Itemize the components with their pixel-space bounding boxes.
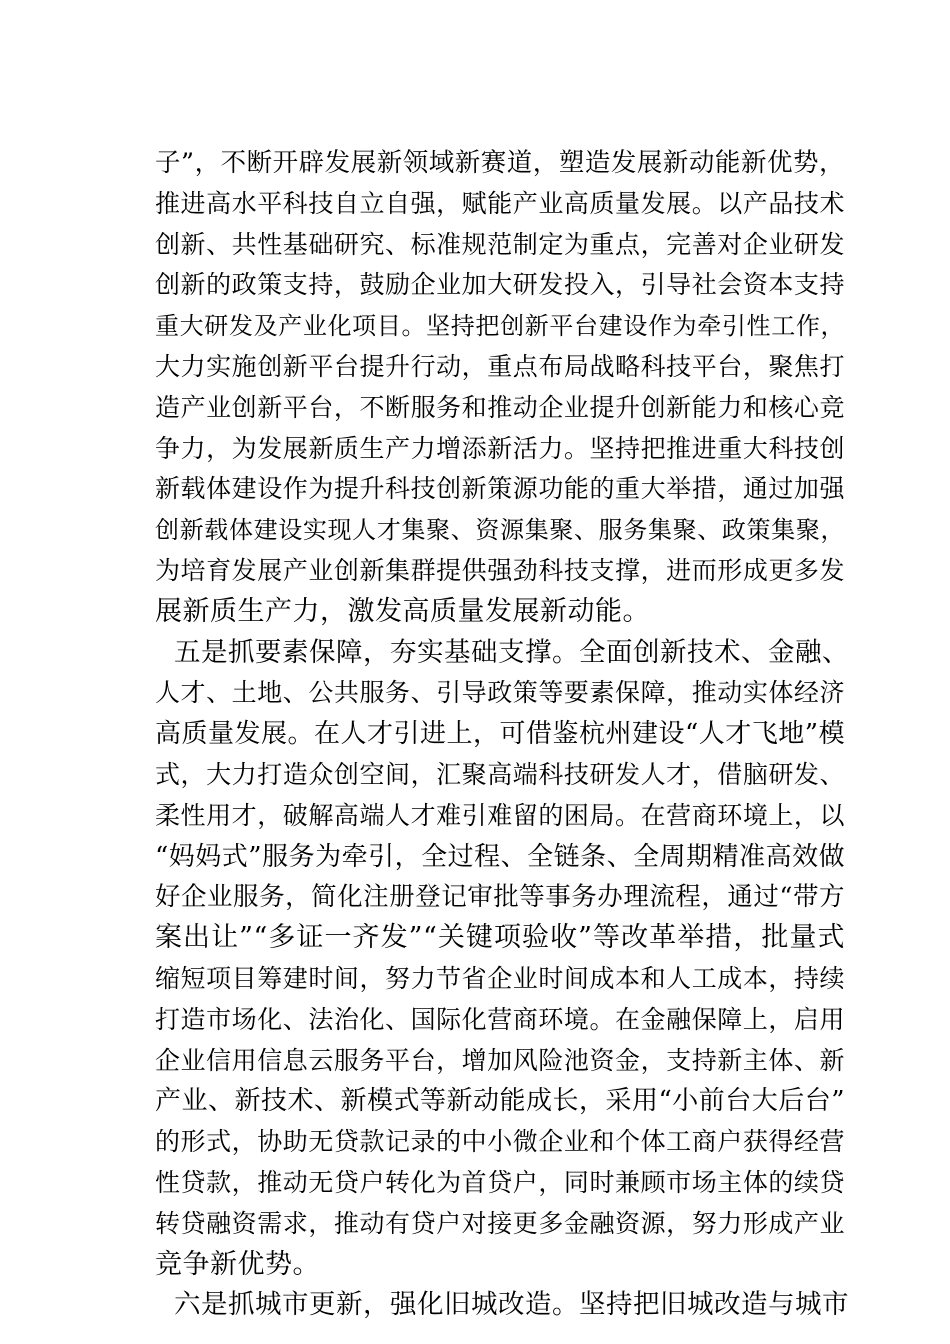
text-line: 转贷融资需求，推动有贷户对接更多金融资源，努力形成产业 (155, 1208, 845, 1238)
text-line: 争力，为发展新质生产力增添新活力。坚持把推进重大科技创 (155, 433, 845, 463)
text-line: 案出让”“多证一齐发”“关键项验收”等改革举措，批量式 (155, 922, 845, 954)
text-line: 人才、土地、公共服务、引导政策等要素保障，推动实体经济 (155, 678, 845, 708)
text-line: 重大研发及产业化项目。坚持把创新平台建设作为牵引性工作， (155, 312, 845, 341)
text-line: 的形式，协助无贷款记录的中小微企业和个体工商户获得经营 (155, 1127, 845, 1157)
text-line: 子”，不断开辟发展新领域新赛道，塑造发展新动能新优势， (155, 148, 845, 178)
paragraph-first-line: 五是抓要素保障，夯实基础支撑。全面创新技术、金融、 (174, 636, 849, 668)
text-line: 造产业创新平台，不断服务和推动企业提升创新能力和核心竞 (155, 392, 845, 422)
text-line: 产业、新技术、新模式等新动能成长，采用“小前台大后台” (155, 1086, 846, 1117)
text-line: 新载体建设作为提升科技创新策源功能的重大举措，通过加强 (155, 474, 845, 504)
text-line: 创新的政策支持，鼓励企业加大研发投入，引导社会资本支持 (155, 270, 845, 300)
text-line: 展新质生产力，激发高质量发展新动能。 (155, 595, 650, 627)
text-line: 竞争新优势。 (155, 1248, 320, 1280)
text-line: 大力实施创新平台提升行动，重点布局战略科技平台，聚焦打 (155, 351, 845, 381)
text-line: 缩短项目筹建时间，努力节省企业时间成本和人工成本，持续 (155, 963, 845, 993)
text-line: 性贷款，推动无贷户转化为首贷户，同时兼顾市场主体的续贷 (155, 1167, 845, 1197)
text-line: 式，大力打造众创空间，汇聚高端科技研发人才，借脑研发、 (155, 759, 845, 789)
text-line: 创新载体建设实现人才集聚、资源集聚、服务集聚、政策集聚， (155, 516, 845, 545)
text-line: 柔性用才，破解高端人才难引难留的困局。在营商环境上，以 (155, 800, 845, 830)
text-line: 高质量发展。在人才引进上，可借鉴杭州建设“人才飞地”模 (155, 719, 846, 750)
document-body (155, 143, 849, 1326)
text-line: 创新、共性基础研究、标准规范制定为重点，完善对企业研发 (155, 229, 845, 259)
text-line: 好企业服务，简化注册登记审批等事务办理流程，通过“带方 (155, 882, 845, 913)
text-line: 为培育发展产业创新集群提供强劲科技支撑，进而形成更多发 (155, 555, 845, 585)
text-line: 推进高水平科技自立自强，赋能产业高质量发展。以产品技术 (155, 188, 845, 218)
text-line: 打造市场化、法治化、国际化营商环境。在金融保障上，启用 (155, 1004, 845, 1034)
paragraph-first-line: 六是抓城市更新，强化旧城改造。坚持把旧城改造与城市 (174, 1289, 849, 1321)
text-line: 企业信用信息云服务平台，增加风险池资金，支持新主体、新 (155, 1045, 845, 1075)
text-line: “妈妈式”服务为牵引，全过程、全链条、全周期精准高效做 (155, 841, 846, 872)
